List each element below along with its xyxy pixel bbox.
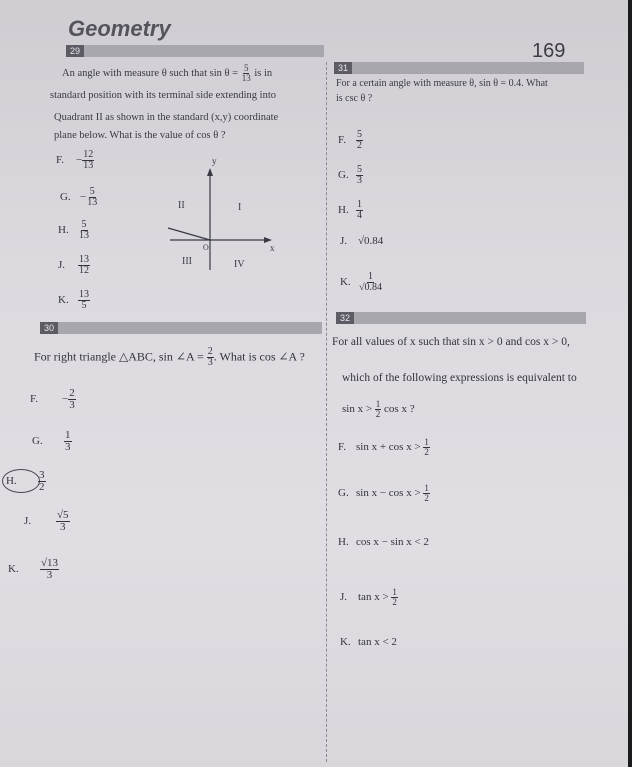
q29-answer-sign: −: [80, 191, 87, 204]
q31-answer-num: 5: [357, 129, 362, 140]
q29-answer-den: 5: [81, 300, 87, 311]
q31-answer-choice: [338, 165, 363, 186]
q31-answer-num: 1: [357, 199, 362, 210]
q29-answer-den: 13: [83, 160, 94, 171]
q31-answer-fraction: [356, 165, 363, 186]
q32-answer-text: tan x < 2: [358, 636, 397, 648]
q31-answer-den: 4: [357, 210, 362, 221]
q29-answer-num: 5: [81, 219, 87, 230]
q32-answer-fraction: [423, 484, 430, 503]
q31-answer-den: 3: [357, 175, 362, 186]
q32-number: 32: [336, 312, 354, 324]
q30-answer-choice: [24, 510, 70, 533]
q30-answer-label: K.: [8, 563, 19, 576]
q31-answer-label: G.: [338, 169, 349, 182]
q30-answer-num: √5: [57, 509, 69, 521]
q30-answer-choice: [32, 430, 72, 453]
q32-condition-den: 2: [375, 409, 381, 419]
q32-answer-den: 2: [424, 447, 429, 457]
q32-answer-fraction: [391, 588, 398, 607]
q29-answer-choice: [60, 187, 98, 208]
quadrant-iv-label: IV: [234, 259, 245, 270]
q29-number: 29: [66, 45, 84, 57]
q30-sin-num: 2: [207, 346, 213, 357]
q32-stem-line1: For all values of x such that sin x > 0 and cos x > 0,: [332, 336, 570, 348]
q31-answer-label: K.: [340, 276, 351, 289]
q30-answer-den: 3: [69, 399, 75, 411]
q29-answer-choice: [58, 255, 90, 276]
terminal-side-ray: [168, 228, 210, 240]
q32-condition-fraction: [375, 400, 382, 419]
q32-answer-text: cos x − sin x < 2: [356, 536, 429, 548]
q30-answer-den: 3: [46, 569, 53, 581]
q30-answer-choice: [6, 470, 46, 493]
q29-answer-fraction: [82, 150, 94, 171]
q30-sin-fraction: [207, 347, 214, 368]
q30-answer-fraction: [40, 558, 59, 581]
q29-sin-fraction: [241, 64, 252, 83]
q30-answer-fraction: [38, 470, 46, 493]
q32-condition-text: sin x >: [342, 403, 373, 416]
q29-answer-label: G.: [60, 191, 71, 204]
q30-answer-num: 1: [65, 429, 71, 441]
origin-label: O: [203, 243, 209, 252]
q31-stem-line2: is csc θ ?: [336, 93, 373, 104]
q30-answer-den: 3: [60, 521, 66, 533]
q31-answer-label: F.: [338, 134, 346, 147]
q31-answer-label: J.: [340, 235, 348, 247]
q32-answer-num: 1: [392, 587, 397, 597]
q29-header-bar: [66, 45, 324, 57]
q29-answer-label: K.: [58, 294, 69, 307]
q30-answer-choice: [8, 558, 59, 581]
page-title: Geometry: [68, 16, 171, 41]
q29-stem-line3: Quadrant II as shown in the standard (x,y) coordinate: [54, 112, 279, 123]
q32-answer-choice: [338, 438, 430, 457]
q32-condition: [342, 400, 415, 419]
q31-answer-choice: [340, 272, 383, 293]
q32-stem-line2: which of the following expressions is equivalent to: [342, 372, 577, 384]
q32-answer-label: G.: [338, 487, 349, 500]
q32-answer-fraction: [423, 438, 430, 457]
q29-answer-fraction: [78, 255, 90, 276]
q29-coordinate-graph: [160, 150, 280, 290]
q32-answer-choice: [340, 588, 398, 607]
q30-answer-label: F.: [30, 393, 38, 406]
q29-answer-label: F.: [56, 154, 64, 167]
q30-stem: [34, 347, 305, 368]
q31-answer-num: 1: [368, 271, 373, 282]
q29-answer-num: 12: [83, 149, 94, 160]
q32-condition-num: 1: [375, 399, 381, 409]
q32-answer-den: 2: [392, 597, 397, 607]
q30-answer-num: 3: [39, 469, 45, 481]
q31-answer-label: H.: [338, 204, 349, 217]
q32-condition-text2: cos x ?: [384, 403, 415, 416]
q30-answer-fraction: [64, 430, 72, 453]
q30-answer-den: 2: [39, 481, 45, 493]
q29-answer-den: 13: [79, 230, 89, 241]
q31-answer-choice: [338, 130, 363, 151]
q32-answer-text: sin x + cos x >: [356, 441, 421, 454]
q29-answer-fraction: [86, 187, 98, 208]
quadrant-i-label: I: [238, 202, 242, 213]
q30-answer-fraction: [68, 388, 76, 411]
q30-sin-den: 3: [207, 357, 213, 368]
q29-answer-label: J.: [58, 259, 66, 272]
q30-answer-sign: −: [62, 393, 69, 406]
q29-stem-line4: plane below. What is the value of cos θ ?: [54, 130, 226, 141]
q29-stem-line1: [62, 64, 272, 83]
q29-answer-den: 13: [87, 197, 98, 208]
q31-number: 31: [334, 62, 352, 74]
q32-answer-label: F.: [338, 441, 346, 454]
q31-answer-fraction: [356, 130, 363, 151]
q29-answer-choice: [56, 150, 94, 171]
q31-answer-fraction: [358, 272, 383, 293]
q29-stem-text: An angle with measure θ such that sin θ =: [62, 67, 239, 79]
q31-answer-num: 5: [357, 164, 362, 175]
q32-answer-label: J.: [340, 591, 348, 604]
q29-sin-den: 13: [241, 73, 251, 83]
q29-answer-choice: [58, 290, 90, 311]
q30-number: 30: [40, 322, 58, 334]
q30-answer-fraction: [56, 510, 70, 533]
q30-stem-text2: . What is cos ∠A ?: [213, 349, 305, 364]
q31-answer-fraction: [356, 200, 363, 221]
q29-answer-num: 13: [79, 254, 89, 265]
q32-answer-text: sin x − cos x >: [356, 487, 421, 500]
q32-answer-label: H.: [338, 536, 349, 548]
q31-answer-den: √0.84: [359, 282, 382, 293]
page-number: 169: [532, 40, 566, 62]
q29-stem-text2: is in: [254, 67, 273, 79]
y-axis-arrow: [207, 168, 213, 176]
q32-answer-choice: [338, 536, 429, 548]
q30-answer-num: 2: [69, 387, 75, 399]
q32-answer-choice: [338, 484, 430, 503]
q32-header-bar: [336, 312, 586, 324]
q29-answer-den: 12: [79, 265, 89, 276]
q30-answer-label: G.: [32, 435, 43, 448]
q32-answer-num: 1: [424, 437, 429, 447]
q31-header-bar: [334, 62, 584, 74]
q30-answer-label: J.: [24, 515, 32, 528]
q31-answer-choice: [338, 200, 363, 221]
q29-answer-choice: [58, 220, 90, 241]
q31-answer-den: 2: [357, 140, 362, 151]
column-divider: [326, 62, 327, 762]
q32-answer-choice: [340, 636, 397, 648]
q29-sin-num: 5: [243, 63, 249, 73]
q29-answer-sign: −: [76, 154, 83, 167]
q32-answer-num: 1: [424, 483, 429, 493]
q29-answer-fraction: [78, 220, 90, 241]
q30-answer-den: 3: [65, 441, 71, 453]
q30-answer-num: √13: [41, 557, 59, 569]
q29-answer-fraction: [78, 290, 90, 311]
q32-answer-label: K.: [340, 636, 351, 648]
x-axis-label: x: [270, 243, 275, 253]
q29-answer-num: 5: [89, 186, 95, 197]
q30-answer-choice: [30, 388, 76, 411]
q29-answer-label: H.: [58, 224, 69, 237]
q29-stem-line2: standard position with its terminal side extending into: [50, 90, 277, 101]
quadrant-ii-label: II: [178, 200, 185, 211]
quadrant-iii-label: III: [182, 256, 192, 267]
q30-header-bar: [40, 322, 322, 334]
q30-stem-text: For right triangle △ABC, sin ∠A =: [34, 349, 204, 364]
q31-stem-line1: For a certain angle with measure θ, sin θ = 0.4. What: [336, 78, 548, 89]
q32-answer-text: tan x >: [358, 591, 389, 604]
q32-answer-den: 2: [424, 493, 429, 503]
y-axis-label: y: [212, 156, 217, 166]
q29-answer-num: 13: [79, 289, 89, 300]
q30-answer-label: H.: [6, 475, 17, 488]
q31-answer-choice: [340, 235, 383, 247]
q31-answer-text: √0.84: [358, 235, 384, 247]
